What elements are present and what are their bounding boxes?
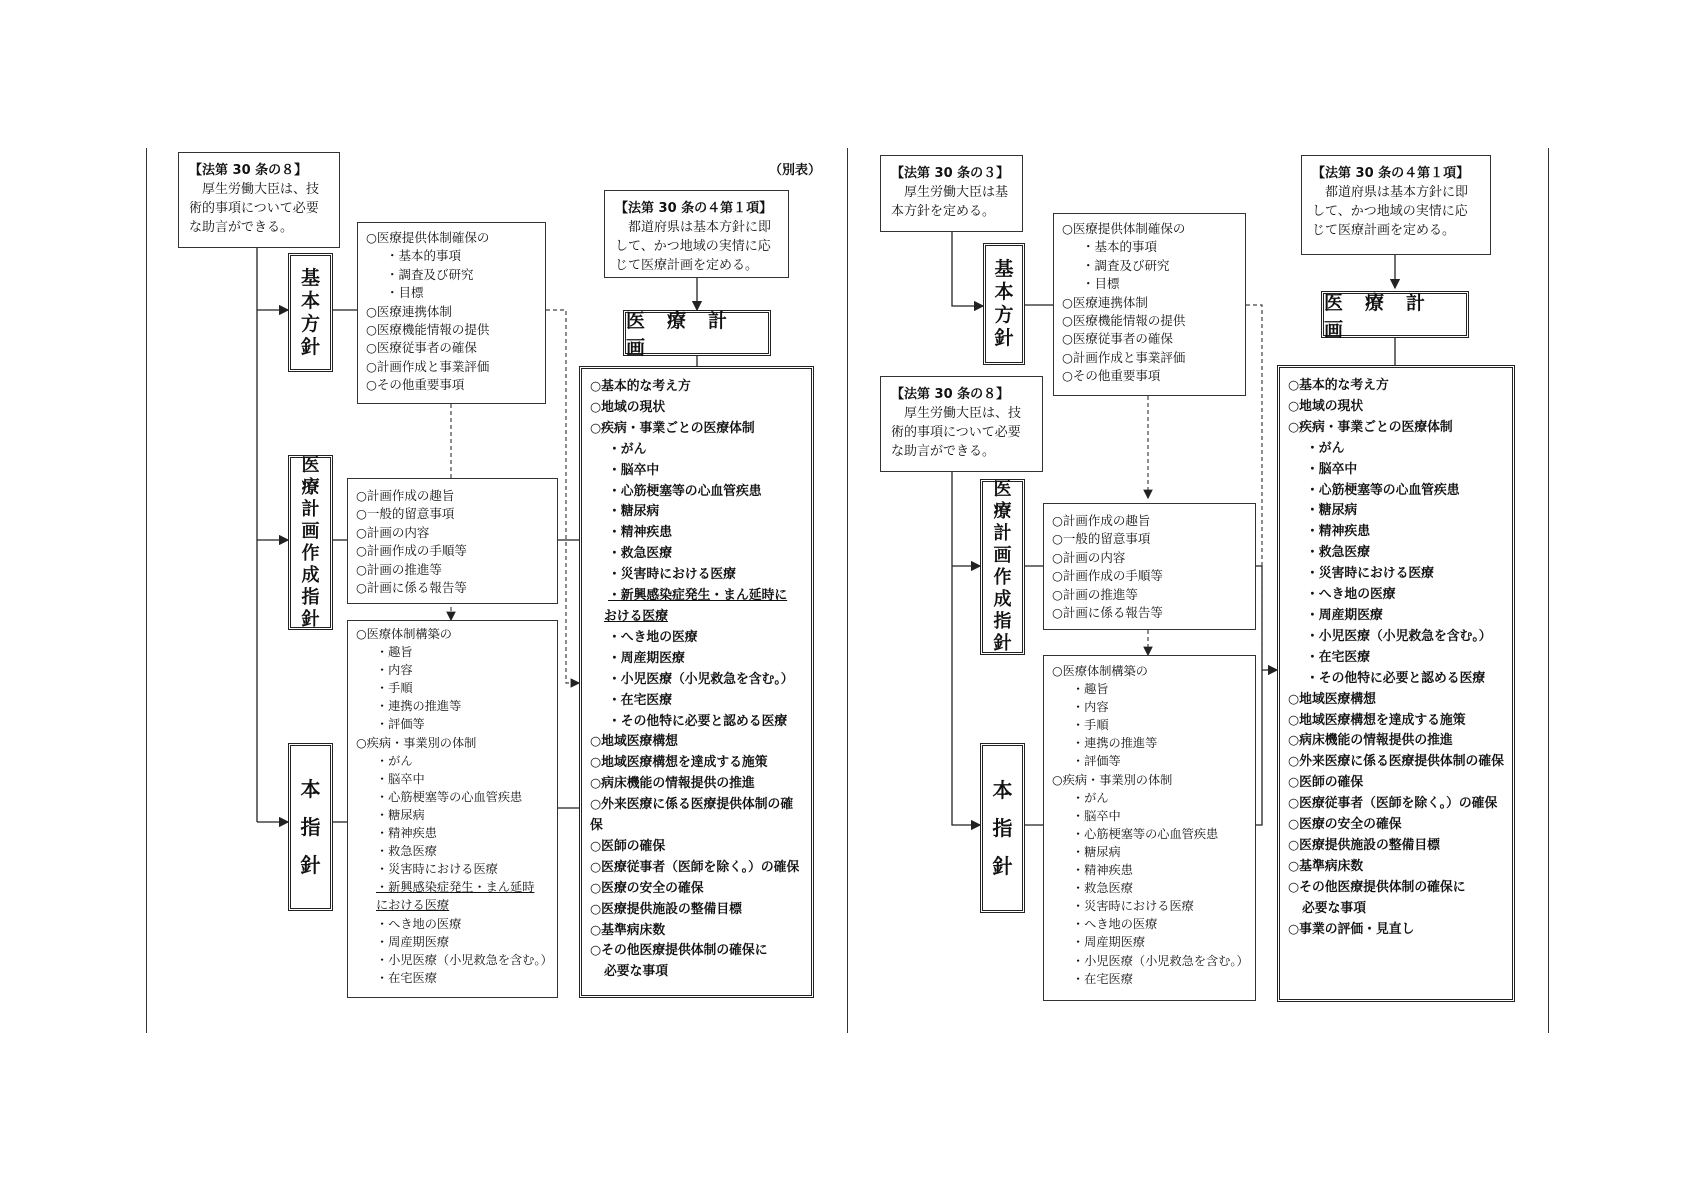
iryo-keikaku-list-item: ・小児医療（小児救急を含む。） (608, 671, 794, 687)
r-iryo-keikaku-list-item: 必要な事項 (1302, 900, 1366, 916)
iryo-keikaku-list-item: ・周産期医療 (608, 650, 685, 666)
r-sakusei-items-box (1043, 503, 1256, 630)
sakusei-list-item: ○一般的留意事項 (356, 506, 455, 522)
iryo-keikaku-list-item: ・心筋梗塞等の心血管疾患 (608, 483, 762, 499)
r-iryo-keikaku-label: 医療計画 (1324, 291, 1448, 341)
iryo-keikaku-list-item: ○その他医療提供体制の確保に (590, 943, 768, 959)
iryo-keikaku-list-item: ○病床機能の情報提供の推進 (590, 776, 755, 792)
law-30-3-box (880, 155, 1023, 232)
r-iryo-keikaku-list-item: ・小児医療（小児救急を含む。） (1306, 628, 1492, 644)
r-hon-shishin-list-item: ○医療体制構築の (1052, 664, 1148, 678)
law-30-4-box (604, 190, 789, 278)
r-iryo-keikaku-list-item: ・救急医療 (1306, 545, 1370, 561)
hon-shishin-list-item: ・趣旨 (376, 645, 413, 660)
r-hon-shishin-list-item: ・がん (1072, 790, 1109, 805)
hon-shishin-list-item: ○疾病・事業別の体制 (356, 735, 477, 750)
hon-shishin-list-item: ・へき地の医療 (376, 916, 462, 931)
r-iryo-keikaku-list-item: ○医療の安全の確保 (1288, 817, 1402, 833)
r-iryo-keikaku-list-item: ○医療提供施設の整備目標 (1288, 837, 1440, 853)
r-iryo-keikaku-list-item: ○基本的な考え方 (1288, 378, 1389, 393)
kihon-hoshin-box (288, 253, 333, 372)
iryo-keikaku-list-item: ○基本的な考え方 (590, 379, 691, 394)
law-30-8-box (178, 152, 340, 248)
r-hon-shishin-list-item: ・へき地の医療 (1072, 917, 1158, 932)
kihon-list-item: ・調査及び研究 (386, 266, 474, 282)
iryo-keikaku-list-item: ・がん (608, 441, 647, 457)
r-sakusei-list-item: ○計画に係る報告等 (1052, 605, 1163, 621)
r-law-30-8-heading: 【法第 30 条の８】 (891, 387, 1010, 402)
r-hon-shishin-label: 本指針 (992, 778, 1013, 878)
iryo-keikaku-list-item: ・脳卒中 (608, 462, 660, 478)
hon-shishin-list-item: における医療 (376, 898, 450, 913)
iryo-keikaku-list-item: ○基準病床数 (590, 922, 666, 938)
r-sakusei-list-item: ○計画の推進等 (1052, 586, 1138, 602)
kihon-list-item: ○医療従事者の確保 (366, 340, 477, 356)
r-hon-shishin-list-item: ・救急医療 (1072, 881, 1133, 896)
hon-shishin-list-item: ・精神疾患 (376, 826, 437, 841)
kihon-list-item: ○医療連携体制 (366, 303, 452, 319)
r-iryo-keikaku-list-item: ・在宅医療 (1306, 649, 1370, 665)
law-30-8-heading: 【法第 30 条の８】 (189, 163, 308, 178)
r-sakusei-shishin-box (980, 479, 1025, 655)
kihon-list-item: ○医療提供体制確保の (366, 230, 490, 245)
iryo-keikaku-list-item: ○地域医療構想 (590, 734, 678, 750)
kihon-list-item: ○その他重要事項 (366, 377, 465, 393)
hon-shishin-list-item: ・周産期医療 (376, 934, 450, 949)
r-iryo-keikaku-list-item: ○医師の確保 (1288, 775, 1364, 791)
r-iryo-keikaku-list-item: ○地域医療構想を達成する施策 (1288, 712, 1466, 728)
r-hon-shishin-list-item: ・趣旨 (1072, 682, 1109, 697)
r-hon-shishin-list-item: ・手順 (1072, 718, 1109, 733)
law-30-4-text: 都道府県は基本方針に即して、かつ地域の実情に応じて医療計画を定める。 (615, 220, 772, 273)
iryo-keikaku-title (623, 310, 771, 359)
hon-shishin-list-item: ・評価等 (376, 717, 425, 732)
hon-shishin-label: 本指針 (300, 777, 321, 877)
sakusei-list-item: ○計画の内容 (356, 524, 430, 540)
r-iryo-keikaku-list-item: ○医療従事者（医師を除く。）の確保 (1288, 796, 1498, 812)
iryo-keikaku-list-item: ・災害時における医療 (608, 567, 736, 583)
hon-shishin-box (288, 743, 333, 911)
law-30-3-text: 厚生労働大臣は基本方針を定める。 (891, 185, 1009, 219)
r-iryo-keikaku-list-item: ・その他特に必要と認める医療 (1306, 670, 1486, 686)
r-law-30-4-box (1301, 155, 1491, 255)
r-iryo-keikaku-list-item: ・脳卒中 (1306, 461, 1358, 477)
kihon-list-item: ○計画作成と事業評価 (366, 358, 490, 374)
r-kihon-hoshin-box (983, 243, 1025, 365)
sakusei-list-item: ○計画作成の手順等 (356, 543, 467, 559)
r-iryo-keikaku-list-item: ○基準病床数 (1288, 858, 1364, 874)
hon-shishin-list-item: ・脳卒中 (376, 771, 425, 786)
iryo-keikaku-list-item: おける医療 (604, 608, 668, 624)
iryo-keikaku-list-item: ・精神疾患 (608, 525, 672, 541)
r-hon-shishin-list-item: ○疾病・事業別の体制 (1052, 772, 1173, 787)
kihon-items-box (357, 222, 546, 404)
iryo-keikaku-list-item: ○医療提供施設の整備目標 (590, 901, 742, 917)
r-sakusei-list-item: ○計画作成の趣旨 (1052, 513, 1151, 528)
r-iryo-keikaku-title (1321, 291, 1469, 341)
r-kihon-list-item: ・目標 (1082, 276, 1120, 292)
plan-items-box (579, 366, 814, 998)
iryo-keikaku-list-item: ○医療の安全の確保 (590, 880, 704, 896)
r-iryo-keikaku-list-item: ○病床機能の情報提供の推進 (1288, 733, 1453, 749)
iryo-keikaku-list-item: ・その他特に必要と認める医療 (608, 713, 788, 729)
r-law-30-4-heading: 【法第 30 条の４第１項】 (1312, 166, 1470, 181)
iryo-keikaku-list-item: ・糖尿病 (608, 504, 660, 520)
r-hon-items-box (1043, 655, 1256, 1001)
r-hon-shishin-list-item: ・在宅医療 (1072, 971, 1133, 986)
iryo-keikaku-list-item: ○医師の確保 (590, 838, 666, 854)
r-iryo-keikaku-list-item: ○事業の評価・見直し (1288, 921, 1415, 937)
r-kihon-list-item: ○計画作成と事業評価 (1062, 349, 1186, 365)
hon-shishin-list-item: ・在宅医療 (376, 970, 437, 985)
law-30-4-heading: 【法第 30 条の４第１項】 (615, 201, 773, 216)
r-iryo-keikaku-list-item: ・へき地の医療 (1306, 587, 1396, 603)
r-kihon-list-item: ・調査及び研究 (1082, 257, 1170, 273)
r-sakusei-list-item: ○計画作成の手順等 (1052, 568, 1163, 584)
hon-items-box (347, 620, 558, 998)
r-hon-shishin-list-item: ・糖尿病 (1072, 844, 1121, 859)
r-iryo-keikaku-list-item: ○疾病・事業ごとの医療体制 (1288, 419, 1453, 435)
hon-shishin-list-item: ・内容 (376, 663, 413, 678)
kihon-list-item: ・基本的事項 (386, 248, 462, 264)
hon-shishin-list-item: ・心筋梗塞等の心血管疾患 (376, 789, 523, 804)
sakusei-shishin-box (288, 455, 333, 630)
iryo-keikaku-list-item: ○地域の現状 (590, 399, 666, 415)
r-kihon-list-item: ○医療機能情報の提供 (1062, 313, 1186, 329)
r-law-30-8-box (880, 376, 1043, 472)
r-iryo-keikaku-list-item: ・災害時における医療 (1306, 566, 1434, 582)
r-iryo-keikaku-list-item: ・周産期医療 (1306, 607, 1383, 623)
iryo-keikaku-list-item: ○地域医療構想を達成する施策 (590, 755, 768, 771)
r-hon-shishin-list-item: ・心筋梗塞等の心血管疾患 (1072, 826, 1219, 841)
r-kihon-hoshin-label: 基本方針 (994, 258, 1014, 349)
r-plan-items-box (1277, 365, 1515, 1002)
figure-label: （別表） (769, 163, 822, 178)
kihon-hoshin-label: 基本方針 (301, 266, 321, 358)
r-iryo-keikaku-list-item: ・がん (1306, 440, 1345, 456)
iryo-keikaku-list-item: ○医療従事者（医師を除く。）の確保 (590, 859, 800, 875)
r-hon-shishin-list-item: ・小児医療（小児救急を含む。） (1072, 953, 1249, 968)
hon-shishin-list-item: ・がん (376, 753, 413, 768)
r-hon-shishin-list-item: ・周産期医療 (1072, 935, 1146, 950)
r-kihon-list-item: ・基本的事項 (1082, 239, 1158, 255)
r-sakusei-list-item: ○計画の内容 (1052, 549, 1126, 565)
r-kihon-items-box (1053, 213, 1246, 396)
r-kihon-list-item: ○医療従事者の確保 (1062, 331, 1173, 347)
iryo-keikaku-list-item: ・在宅医療 (608, 692, 672, 708)
iryo-keikaku-list-item: ・へき地の医療 (608, 629, 698, 645)
r-iryo-keikaku-list-item: ・糖尿病 (1306, 503, 1358, 519)
r-iryo-keikaku-list-item: ○その他医療提供体制の確保に (1288, 879, 1466, 895)
r-kihon-list-item: ○医療連携体制 (1062, 294, 1148, 310)
r-hon-shishin-list-item: ・災害時における医療 (1072, 899, 1194, 914)
hon-shishin-list-item: ・連携の推進等 (376, 699, 462, 714)
hon-shishin-list-item: ・新興感染症発生・まん延時 (376, 880, 535, 895)
hon-shishin-list-item: ・小児医療（小児救急を含む。） (376, 952, 553, 967)
iryo-keikaku-list-item: ○外来医療に係る医療提供体制の確保 (590, 797, 794, 834)
r-hon-shishin-box (980, 743, 1025, 913)
r-law-30-4-text: 都道府県は基本方針に即して、かつ地域の実情に応じて医療計画を定める。 (1312, 185, 1469, 238)
r-sakusei-shishin-label: 医療計画作成指針 (993, 479, 1012, 654)
r-iryo-keikaku-list-item: ・心筋梗塞等の心血管疾患 (1306, 482, 1460, 498)
iryo-keikaku-list-item: ・救急医療 (608, 546, 672, 562)
r-hon-shishin-list-item: ・連携の推進等 (1072, 736, 1158, 751)
sakusei-list-item: ○計画に係る報告等 (356, 580, 467, 596)
hon-shishin-list-item: ・糖尿病 (376, 807, 425, 822)
r-iryo-keikaku-list-item: ○地域医療構想 (1288, 691, 1376, 707)
hon-shishin-list-item: ・災害時における医療 (376, 862, 498, 877)
hon-shishin-list-item: ・手順 (376, 681, 413, 696)
law-30-8-text: 厚生労働大臣は、技術的事項について必要な助言ができる。 (189, 182, 320, 235)
r-iryo-keikaku-list-item: ・精神疾患 (1306, 524, 1370, 540)
r-hon-shishin-list-item: ・精神疾患 (1072, 863, 1133, 878)
sakusei-list-item: ○計画の推進等 (356, 561, 442, 577)
iryo-keikaku-label: 医療計画 (626, 310, 750, 359)
r-hon-shishin-list-item: ・評価等 (1072, 754, 1121, 769)
r-iryo-keikaku-list-item: ○地域の現状 (1288, 398, 1364, 414)
r-hon-shishin-list-item: ・脳卒中 (1072, 808, 1121, 823)
sakusei-list-item: ○計画作成の趣旨 (356, 488, 455, 503)
sakusei-shishin-label: 医療計画作成指針 (301, 454, 320, 630)
sakusei-items-box (347, 478, 558, 604)
hon-shishin-list-item: ・救急医療 (376, 844, 437, 859)
r-hon-shishin-list-item: ・内容 (1072, 700, 1109, 715)
kihon-list-item: ・目標 (386, 285, 424, 301)
r-iryo-keikaku-list-item: ○外来医療に係る医療提供体制の確保 (1288, 754, 1504, 770)
iryo-keikaku-list-item: ○疾病・事業ごとの医療体制 (590, 420, 755, 436)
r-kihon-list-item: ○その他重要事項 (1062, 368, 1161, 384)
iryo-keikaku-list-item: 必要な事項 (604, 964, 668, 980)
r-law-30-8-text: 厚生労働大臣は、技術的事項について必要な助言ができる。 (891, 406, 1022, 459)
r-sakusei-list-item: ○一般的留意事項 (1052, 531, 1151, 547)
iryo-keikaku-list-item: ・新興感染症発生・まん延時に (608, 588, 788, 604)
hon-shishin-list-item: ○医療体制構築の (356, 627, 452, 641)
law-30-3-heading: 【法第 30 条の３】 (891, 166, 1010, 181)
kihon-list-item: ○医療機能情報の提供 (366, 322, 490, 338)
r-kihon-list-item: ○医療提供体制確保の (1062, 221, 1186, 236)
